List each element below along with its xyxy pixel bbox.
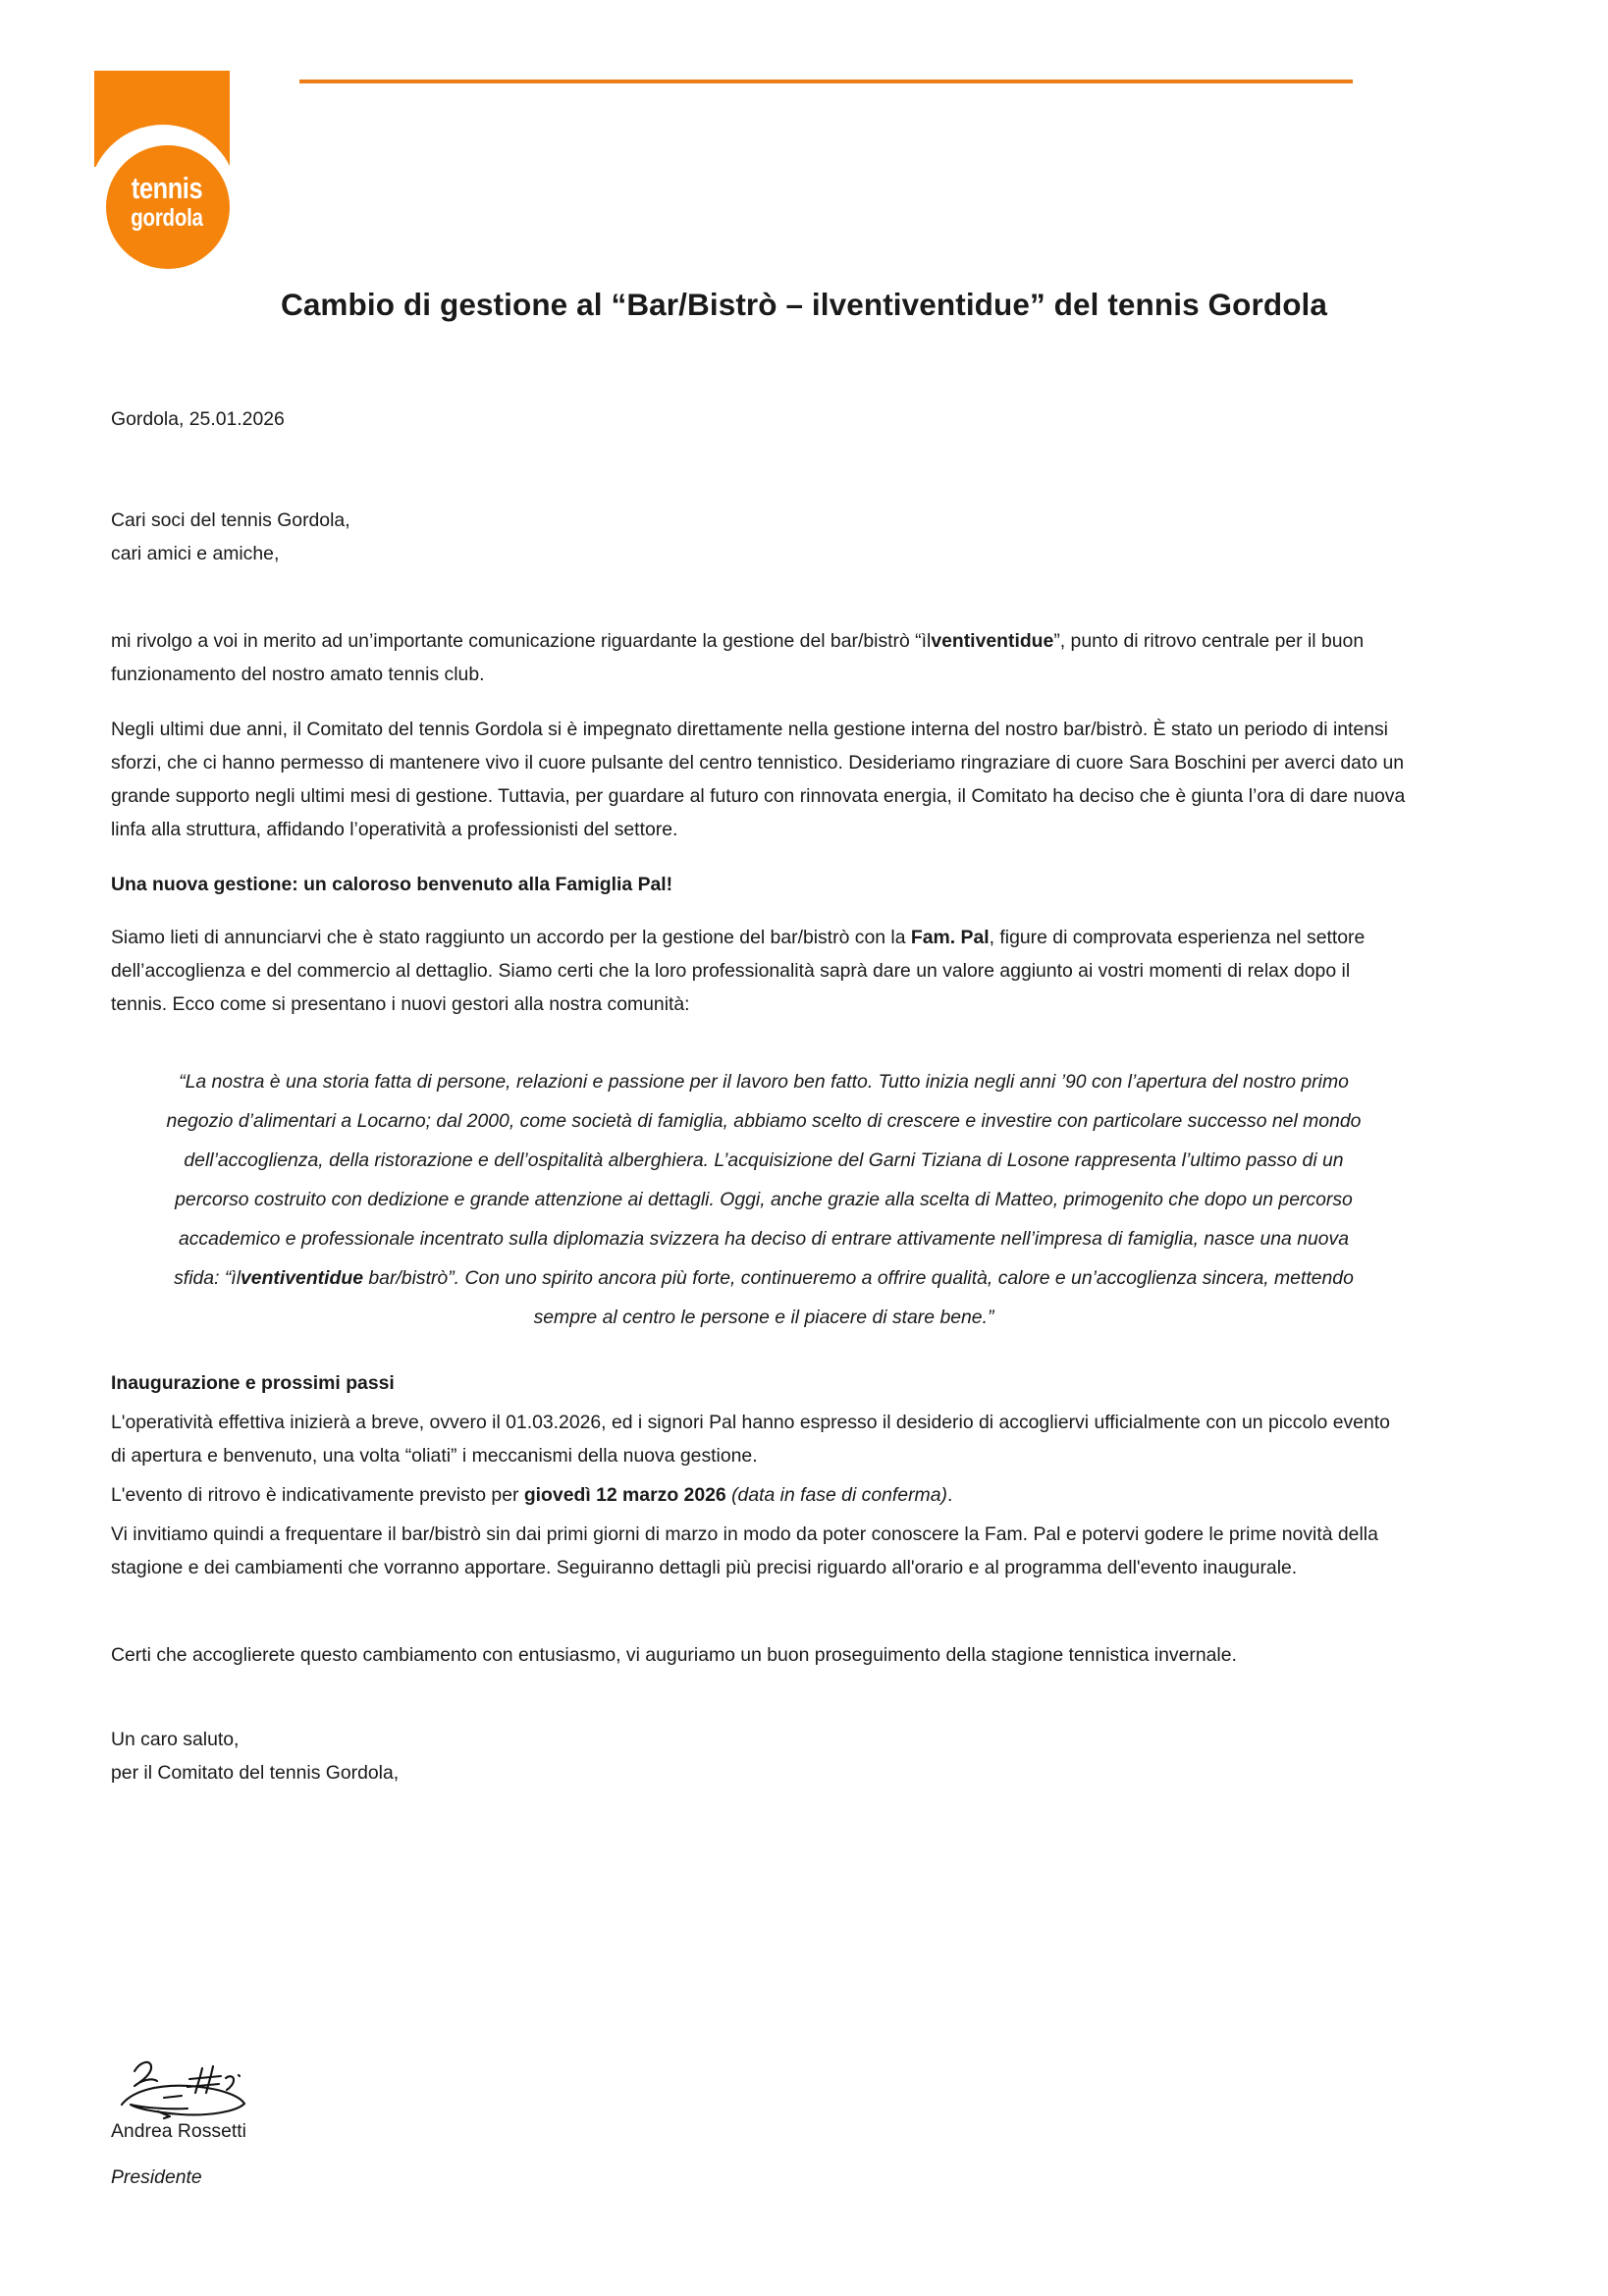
sign-off-line-2: per il Comitato del tennis Gordola, <box>111 1762 400 1784</box>
heading-new-management: Una nuova gestione: un caloroso benvenuto alla Famiglia Pal! <box>111 874 673 895</box>
announcement-pre-text: Siamo lieti di annunciarvi che è stato raggiunto un accordo per la gestione del bar/bistrò con la <box>111 927 911 948</box>
announcement-post-text: , figure di comprovata esperienza nel settore dell’accoglienza e del commercio al dettaglio. Siamo certi che la loro professionalità saprà dare un valore aggiunto ai vostri momenti di relax dopo il tennis. Ecco come si presentano i nuovi gestori alla nostra comunità: <box>111 927 1366 1015</box>
spacer-after-salutation <box>111 587 1407 624</box>
spacer-after-quote <box>111 1347 1407 1366</box>
quote-new-managers <box>111 1062 1407 1337</box>
spacer-before-quote <box>111 1042 1407 1062</box>
event-bold-date: giovedì 12 marzo 2026 <box>523 1484 726 1506</box>
logo-text-clip <box>94 71 240 240</box>
logo-wordmark <box>107 171 226 233</box>
quote-part-1: “La nostra è una storia fatta di persone, relazioni e passione per il lavoro ben fatto. Tutto inizia negli anni ’90 con l’apertura del nostro primo negozio d’alimentari a Locarno; dal 2000, come società di famiglia, abbiamo scelto di crescere e investire con particolare successo nel mondo dell’accoglienza, della ristorazione e dell’ospitalità alberghiera. L’acquisizione del Garni Tiziana di Losone rappresenta l’ultimo passo di un percorso costruito con dedizione e grande attenzione ai dettagli. Oggi, anche grazie alla scelta di Matteo, primogenito che dopo un percorso accademico e professionale incentrato sulla diplomazia svizzera ha deciso di entrare attivamente nell’impresa di famiglia, nasce una nuova sfida: “ìl <box>166 1071 1362 1289</box>
event-italic-note: (data in fase di conferma) <box>725 1484 947 1506</box>
announcement-bold-fam-pal: Fam. Pal <box>910 927 990 948</box>
salutation-line-1: Cari soci del tennis Gordola, <box>111 509 350 531</box>
letter-body <box>111 402 1407 1789</box>
paragraph-invite: Vi invitiamo quindi a frequentare il bar/bistrò sin dai primi giorni di marzo in modo da poter conoscere la Fam. Pal e potervi godere le prime novità della stagione e dei cambiamenti che vorranno apportare. Seguiranno dettagli più precisi riguardo all'orario e al programma dell'evento inaugurale. <box>111 1523 1378 1578</box>
paragraph-announcement <box>111 921 1407 1021</box>
heading-inauguration: Inaugurazione e prossimi passi <box>111 1372 395 1394</box>
tennis-gordola-logo <box>94 71 240 240</box>
intro-brand-ventidue: ventidue <box>975 630 1054 652</box>
spacer-before-closing <box>111 1601 1407 1638</box>
paragraph-event-date <box>111 1478 1407 1512</box>
header-orange-rule <box>299 80 1353 83</box>
intro-post-text: ”, punto di ritrovo centrale per il buon funzionamento del nostro amato tennis club. <box>111 630 1365 685</box>
quote-part-2: bar/bistrò”. Con uno spirito ancora più forte, continueremo a offrire qualità, calore e un’accoglienza sincera, mettendo sempre al centro le persone e il piacere di stare bene.” <box>363 1267 1354 1328</box>
paragraph-history: Negli ultimi due anni, il Comitato del tennis Gordola si è impegnato direttamente nella gestione interna del nostro bar/bistrò. È stato un periodo di intensi sforzi, che ci hanno permesso di mantenere vivo il cuore pulsante del centro tennistico. Desideriamo ringraziare di cuore Sara Boschini per averci dato un grande supporto negli ultimi mesi di gestione. Tuttavia, per guardare al futuro con rinnovata energia, il Comitato ha deciso che è giunta l’ora di dare nuova linfa alla struttura, affidando l’operatività a professionisti del settore. <box>111 719 1406 840</box>
paragraph-closing: Certi che accoglierete questo cambiamento con entusiasmo, vi auguriamo un buon proseguimento della stagione tennistica invernale. <box>111 1644 1237 1666</box>
handwritten-signature-icon <box>119 2056 305 2122</box>
logo-line-gordola: gordola <box>131 204 203 232</box>
salutation-line-2: cari amici e amiche, <box>111 543 280 564</box>
sign-off-line-1: Un caro saluto, <box>111 1729 240 1750</box>
logo-line-tennis: tennis <box>131 171 203 205</box>
place-and-date: Gordola, 25.01.2026 <box>111 408 285 430</box>
signature-role: Presidente <box>111 2166 202 2188</box>
spacer-before-signoff <box>111 1672 1407 1723</box>
signature-block <box>111 2056 700 2194</box>
intro-brand-venti: venti <box>931 630 976 652</box>
letterhead-header <box>0 0 1608 265</box>
paragraph-start-date: L'operatività effettiva inizierà a breve, ovvero il 01.03.2026, ed i signori Pal hanno espresso il desiderio di accogliervi ufficialmente con un piccolo evento di apertura e benvenuto, una volta “oliati” i meccanismi della nuova gestione. <box>111 1412 1390 1467</box>
spacer-after-date <box>111 453 1407 504</box>
paragraph-intro <box>111 624 1407 691</box>
quote-brand-ventidue: ventidue <box>285 1267 363 1289</box>
event-pre-text: L'evento di ritrovo è indicativamente previsto per <box>111 1484 524 1506</box>
page-title: Cambio di gestione al “Bar/Bistrò – ilventiventidue” del tennis Gordola <box>280 287 1328 322</box>
signature-name: Andrea Rossetti <box>111 2120 246 2142</box>
event-post-text: . <box>946 1484 953 1506</box>
quote-brand-venti: venti <box>241 1267 286 1289</box>
intro-pre-text: mi rivolgo a voi in merito ad un’importante comunicazione riguardante la gestione del bar/bistrò “ìl <box>111 630 932 652</box>
